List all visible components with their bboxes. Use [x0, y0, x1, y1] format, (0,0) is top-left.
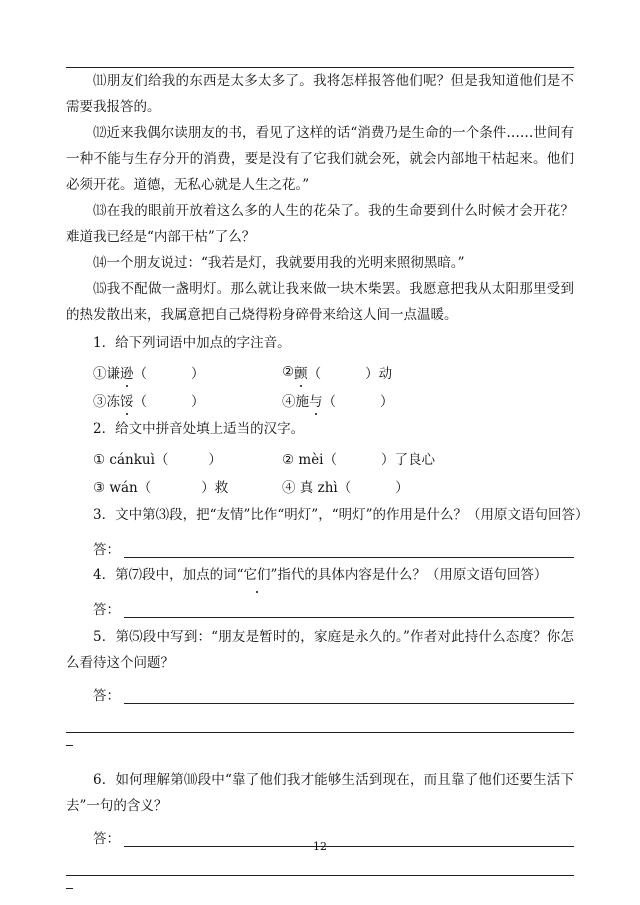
answer-line[interactable]	[124, 689, 574, 704]
dotted-char: 颤	[294, 362, 308, 382]
answer-label: 答：	[93, 688, 120, 704]
question-2-prompt: 2．给文中拼音处填上适当的汉字。	[93, 421, 305, 437]
answer-label: 答：	[93, 602, 120, 618]
answer-dash-row	[66, 733, 574, 755]
question-4-prompt: 4．第⑺段中，加点的词“ 它们 ”指代的具体内容是什么？（用原文语句回答）	[66, 560, 574, 590]
q2-item-1: ① cánkuì（ ）	[93, 452, 222, 468]
paragraph-15: ⒂我不配做一盏明灯。那么就让我来做一块木柴罢。我愿意把我从太阳那里受到的热发散出来，我属意把自己烧得粉身碎骨来给这人间一点温暖。	[66, 281, 574, 323]
answer-line-full[interactable]	[66, 706, 574, 733]
q2-item-2: ② mèi（ ）了良心	[282, 452, 436, 468]
dotted-char: 馁	[120, 390, 134, 410]
question-3-prompt: 3．文中第⑶段，把“友情”比作“明灯”，“明灯”的作用是什么？（用原文语句回答）	[93, 507, 589, 523]
q2-item-4: ④ 真 zhì（ ）	[282, 480, 409, 496]
paragraph-11: ⑾朋友们给我的东西是太多太多了。我将怎样报答他们呢？但是我知道他们是不需要我报答的。	[66, 73, 574, 115]
question-5-answer	[66, 676, 574, 706]
question-1-row-a	[66, 358, 574, 386]
answer-line-full[interactable]	[66, 849, 574, 876]
question-5-prompt: 5．第⑸段中写到：“朋友是暂时的，家庭是永久的。”作者对此持什么态度？你怎么看待这个问题？	[66, 629, 574, 671]
question-2-row-a	[66, 444, 574, 472]
page-body	[66, 68, 589, 898]
question-2-row-b	[66, 472, 574, 500]
answer-dash	[66, 745, 73, 746]
question-1-row-b	[66, 386, 574, 414]
answer-line[interactable]	[124, 603, 574, 618]
question-3-answer	[66, 530, 574, 560]
question-1-prompt: 1．给下列词语中加点的字注音。	[93, 335, 291, 351]
paragraph-13: ⒀在我的眼前开放着这么多的人生的花朵了。我的生命要到什么时候才会开花？难道我已经是“内部干枯”了么？	[66, 203, 574, 245]
paragraph-12: ⑿近来我偶尔读朋友的书，看见了这样的话“消费乃是生命的一个条件……世间有一种不能与生存分开的消费，要是没有了它我们就会死，就会内部地干枯起来。他们必须开花。道德，无私心就是人生之花。”	[66, 125, 574, 193]
q1-item-2: ② 颤 （ ）动	[282, 364, 393, 382]
answer-line[interactable]	[124, 543, 574, 558]
q2-item-3: ③ wán（ ）救	[93, 480, 229, 496]
answer-label: 答：	[93, 831, 120, 847]
dotted-char: 逊	[120, 362, 134, 382]
page-number: 12	[313, 840, 327, 853]
answer-dash	[66, 888, 73, 889]
q1-item-3: ③冻 馁 （ ）	[93, 390, 282, 410]
question-4-answer	[66, 590, 574, 620]
answer-dash-row	[66, 876, 574, 898]
q1-item-4: ④施 与 （ ）	[282, 390, 394, 410]
answer-label: 答：	[93, 542, 120, 558]
question-6-prompt: 6．如何理解第⑽段中“靠了他们我才能够生活到现在，而且靠了他们还要生活下去”一句的含义？	[66, 772, 574, 814]
paragraph-14: ⒁一个朋友说过：“我若是灯，我就要用我的光明来照彻黑暗。”	[93, 255, 465, 271]
dotted-char: 与	[309, 390, 323, 410]
dotted-word: 它们	[244, 562, 271, 588]
q1-item-1: ①谦 逊 （ ）	[93, 362, 282, 382]
